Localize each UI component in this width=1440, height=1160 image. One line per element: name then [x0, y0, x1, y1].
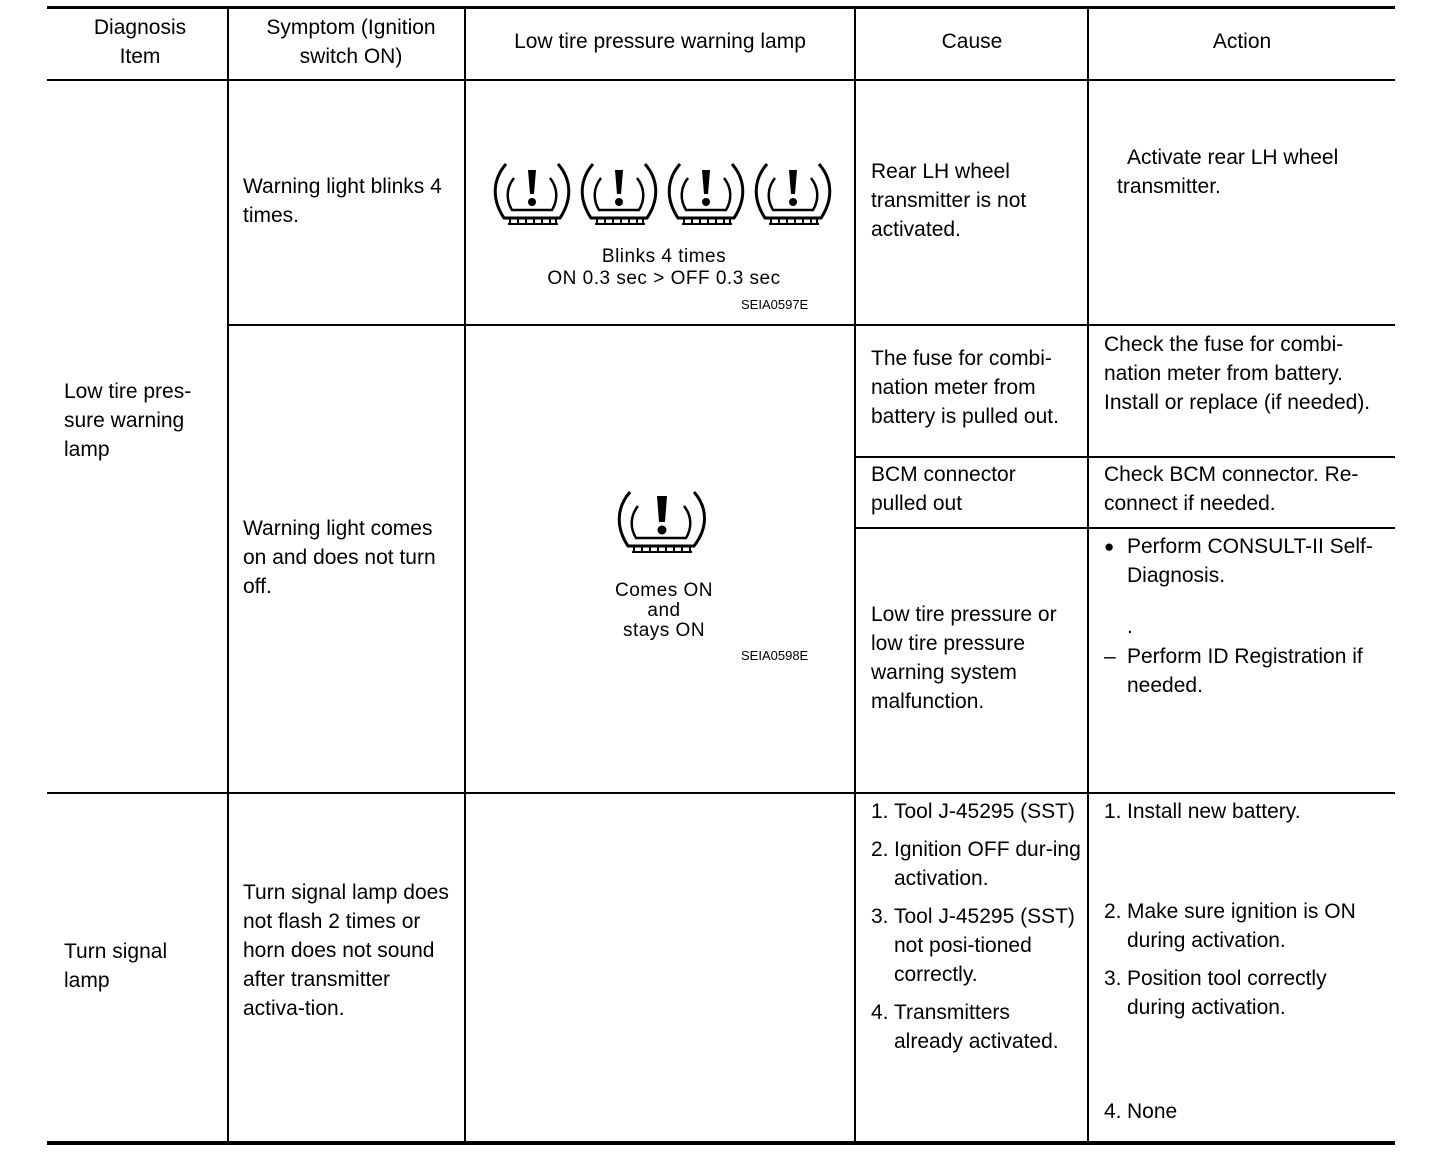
- header-lamp: Low tire pressure warning lamp: [514, 30, 806, 53]
- tire-pressure-warning-icon: [756, 164, 830, 224]
- list-num: 1.: [871, 800, 889, 823]
- list-num: 3.: [871, 905, 889, 928]
- group2-causes: [871, 797, 1081, 1065]
- row2-sub1-cause: The fuse for combi-nation meter from battery is pulled out.: [871, 347, 1059, 428]
- list-text: Make sure ignition is ON during activation.: [1127, 900, 1356, 952]
- action-dot: .: [1127, 615, 1133, 638]
- header-diagnosis-item: Diagnosis Item: [93, 16, 187, 68]
- list-text: None: [1127, 1100, 1178, 1123]
- list-num: 3.: [1104, 967, 1122, 990]
- row2-figure-code: SEIA0598E: [741, 648, 809, 663]
- row2-sub2-action: Check BCM connector. Re-connect if needed.: [1104, 463, 1359, 515]
- row2-symptom: Warning light comes on and does not turn off.: [243, 517, 436, 598]
- list-text: Tool J-45295 (SST): [894, 800, 1075, 823]
- group2-action-2: [1104, 897, 1389, 1031]
- row1-symptom: Warning light blinks 4 times.: [243, 175, 442, 227]
- list-item: [1104, 897, 1389, 955]
- col-divider-1: [227, 8, 229, 1142]
- row1-tire-icons: [494, 160, 834, 230]
- row2-lamp-caption-1: Comes ON: [615, 580, 713, 601]
- dash-icon: –: [1104, 645, 1116, 668]
- list-item: [1104, 797, 1389, 826]
- diagnosis-item-low-tire: Low tire pres-sure warning lamp: [64, 380, 192, 461]
- header-cause: Cause: [941, 30, 1003, 53]
- tire-pressure-warning-icon: [669, 164, 743, 224]
- list-item: [871, 902, 1081, 989]
- row2-sub3-cause: Low tire pressure or low tire pressure warning system malfunction.: [871, 603, 1057, 713]
- col-divider-3: [854, 8, 856, 1142]
- row2-sub3-action: [1104, 532, 1384, 700]
- list-item: [871, 797, 1081, 826]
- list-text: Tool J-45295 (SST) not posi-tioned correctly.: [894, 905, 1075, 986]
- tire-pressure-warning-icon: [619, 492, 704, 552]
- col-divider-4: [1087, 8, 1089, 1142]
- sub2-bottom-border: [855, 527, 1395, 529]
- row1-figure-code: SEIA0597E: [741, 297, 809, 312]
- diagnosis-item-turn-signal: Turn signal lamp: [64, 940, 168, 992]
- action-dash-item: [1104, 642, 1384, 700]
- list-item: [871, 998, 1081, 1056]
- tire-pressure-warning-icon: [582, 164, 656, 224]
- row1-lamp-caption-2: ON 0.3 sec > OFF 0.3 sec: [547, 268, 781, 289]
- list-item: [1104, 1097, 1389, 1126]
- list-item: [871, 835, 1081, 893]
- col-divider-2: [464, 8, 466, 1142]
- group2-action-4: [1104, 1097, 1389, 1135]
- list-text: Transmitters already activated.: [894, 1001, 1059, 1053]
- row1-lamp-caption-1: Blinks 4 times: [601, 246, 727, 267]
- bullet-icon: ●: [1104, 537, 1115, 556]
- list-num: 1.: [1104, 800, 1122, 823]
- list-item: [1104, 964, 1389, 1022]
- action-dash-text: Perform ID Registration if needed.: [1127, 645, 1363, 697]
- group2-action-1: [1104, 797, 1389, 835]
- group1-bottom-border: [47, 792, 1395, 794]
- list-num: 2.: [1104, 900, 1122, 923]
- action-bullet-item: [1104, 532, 1384, 590]
- header-bottom-border: [47, 79, 1395, 81]
- list-num: 2.: [871, 838, 889, 861]
- row2-lamp-caption-3: stays ON: [622, 620, 706, 641]
- list-text: Position tool correctly during activation.: [1127, 967, 1327, 1019]
- group2-symptom: Turn signal lamp does not flash 2 times or horn does not sound after transmitter activa-tion.: [243, 881, 449, 1020]
- row1-cause: Rear LH wheel transmitter is not activated.: [871, 160, 1027, 241]
- tire-pressure-warning-icon: [495, 164, 569, 224]
- list-text: Install new battery.: [1127, 800, 1301, 823]
- list-num: 4.: [871, 1001, 889, 1024]
- sub1-bottom-border: [855, 456, 1395, 458]
- row2-sub1-action: Check the fuse for combi-nation meter from battery. Install or replace (if needed).: [1104, 333, 1371, 414]
- table-bottom-border: [47, 1141, 1395, 1145]
- row2-lamp-caption-2: and: [647, 600, 681, 621]
- row1-bottom-border: [228, 324, 1395, 326]
- action-bullet-text: Perform CONSULT-II Self-Diagnosis.: [1127, 535, 1373, 587]
- list-num: 4.: [1104, 1100, 1122, 1123]
- row1-action: Activate rear LH wheel transmitter.: [1117, 146, 1339, 198]
- row2-sub2-cause: BCM connector pulled out: [871, 463, 1016, 515]
- header-symptom: Symptom (Ignition switch ON): [266, 16, 436, 68]
- list-text: Ignition OFF dur-ing activation.: [894, 838, 1081, 890]
- header-action: Action: [1212, 30, 1272, 53]
- row2-tire-icon: [618, 488, 698, 558]
- table-top-border: [47, 6, 1395, 9]
